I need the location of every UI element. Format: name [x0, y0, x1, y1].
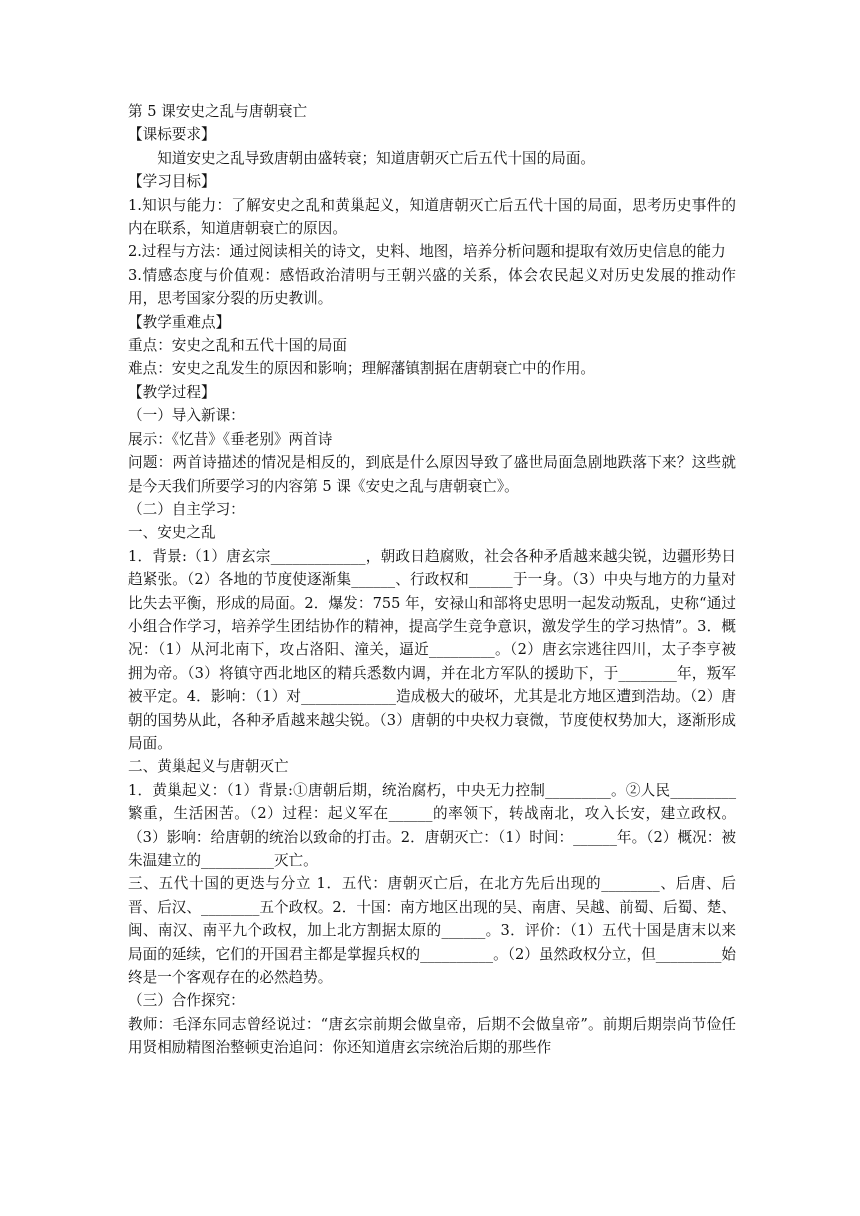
document-page — [128, 100, 736, 1060]
objective-1: 1.知识与能力：了解安史之乱和黄巢起义，知道唐朝灭亡后五代十国的局面，思考历史事件的内在联系，知道唐朝衰亡的原因。 — [128, 196, 736, 238]
section-heading-process: 【教学过程】 — [128, 383, 216, 401]
key-point: 重点：安史之乱和五代十国的局面 — [128, 337, 347, 355]
subsection-huangchao: 二、黄巢起义与唐朝灭亡 — [128, 758, 289, 776]
question-paragraph: 问题：两首诗描述的情况是相反的，到底是什么原因导致了盛世局面急剧地跌落下来？这些就是今天我们所要学习的内容第 5 课《安史之乱与唐朝衰亡》。 — [128, 454, 736, 495]
section-heading-key-points: 【教学重难点】 — [128, 313, 231, 331]
paragraph-huangchao: 1．黄巢起义：（1）背景:①唐朝后期，统治腐朽，中央无力控制_________。②人民_________繁重，生活困苦。（2）过程：起义军在______的率领下，转战南北，攻入长安，建立政权。（3）影响：给唐朝的统治以致命的打击。2．唐朝灭亡：（1）时间：______年。（2）概况：被朱温建立的__________灭亡。 — [128, 781, 736, 869]
difficult-point: 难点：安史之乱发生的原因和影响；理解藩镇割据在唐朝衰亡中的作用。 — [128, 360, 596, 378]
objective-3: 3.情感态度与价值观：感悟政治清明与王朝兴盛的关系，体会农民起义对历史发展的推动作用，思考国家分裂的历史教训。 — [128, 266, 736, 308]
section-heading-objectives: 【学习目标】 — [128, 173, 216, 191]
subsection-anshi: 一、安史之乱 — [128, 524, 216, 542]
paragraph-standards: 知道安史之乱导致唐朝由盛转衰；知道唐朝灭亡后五代十国的局面。 — [157, 149, 596, 167]
paragraph-teacher: 教师：毛泽东同志曾经说过：“唐玄宗前期会做皇帝，后期不会做皇帝”。前期后期崇尚节俭任用贤相励精图治整顿吏治追问：你还知道唐玄宗统治后期的那些作 — [128, 1015, 736, 1057]
paragraph-five-dynasties: 三、五代十国的更迭与分立 1．五代：唐朝灭亡后，在北方先后出现的________、后唐、后晋、后汉、________五个政权。2．十国：南方地区出现的吴、南唐、吴越、前蜀、后蜀、楚、闽、南汉、南平九个政权，加上北方割据太原的______。3．评价：（1）五代十国是唐末以来 局面的延续，它们的开国君主都是掌握兵权的__________。（2）虽然政权分立，但_________始终是一个客观存在的必然趋势。 — [128, 875, 736, 987]
paragraph-anshi: 1．背景:（1）唐玄宗_____________，朝政日趋腐败，社会各种矛盾越来越尖锐，边疆形势日趋紧张。（2）各地的节度使逐渐集______、行政权和______于一身。（3）中央与地方的力量对比失去平衡，形成的局面。2．爆发：755 年，安禄山和部将史思明一起发动叛乱，史称“通过小组合作学习，培养学生团结协作的精神，提高学生竞争意识，激发学生的学习热情”。3．概况：（1）从河北南下，攻占洛阳、潼关，逼近_________。（2）唐玄宗逃往四川，太子李亨被拥为帝。（3）将镇守西北地区的精兵悉数内调，并在北方军队的援助下，于________年，叛军被平定。4．影响：（1）对_____________造成极大的破坏，尤其是北方地区遭到浩劫。（2）唐朝的国势从此，各种矛盾越来越尖锐。（3）唐朝的中央权力衰微，节度使权势加大，逐渐形成局面。 — [128, 547, 736, 752]
page-title: 第 5 课安史之乱与唐朝衰亡 — [128, 103, 308, 120]
step-cooperation-heading: （三）合作探究： — [128, 992, 245, 1010]
display-line: 展示：《忆昔》《垂老别》两首诗 — [128, 430, 333, 448]
objective-2: 2.过程与方法：通过阅读相关的诗文，史料、地图，培养分析问题和提取有效历史信息的能力 — [128, 243, 726, 261]
step-self-study-heading: （二）自主学习： — [128, 500, 245, 518]
step-intro-heading: （一）导入新课： — [128, 407, 245, 425]
section-heading-standards: 【课标要求】 — [128, 126, 216, 144]
